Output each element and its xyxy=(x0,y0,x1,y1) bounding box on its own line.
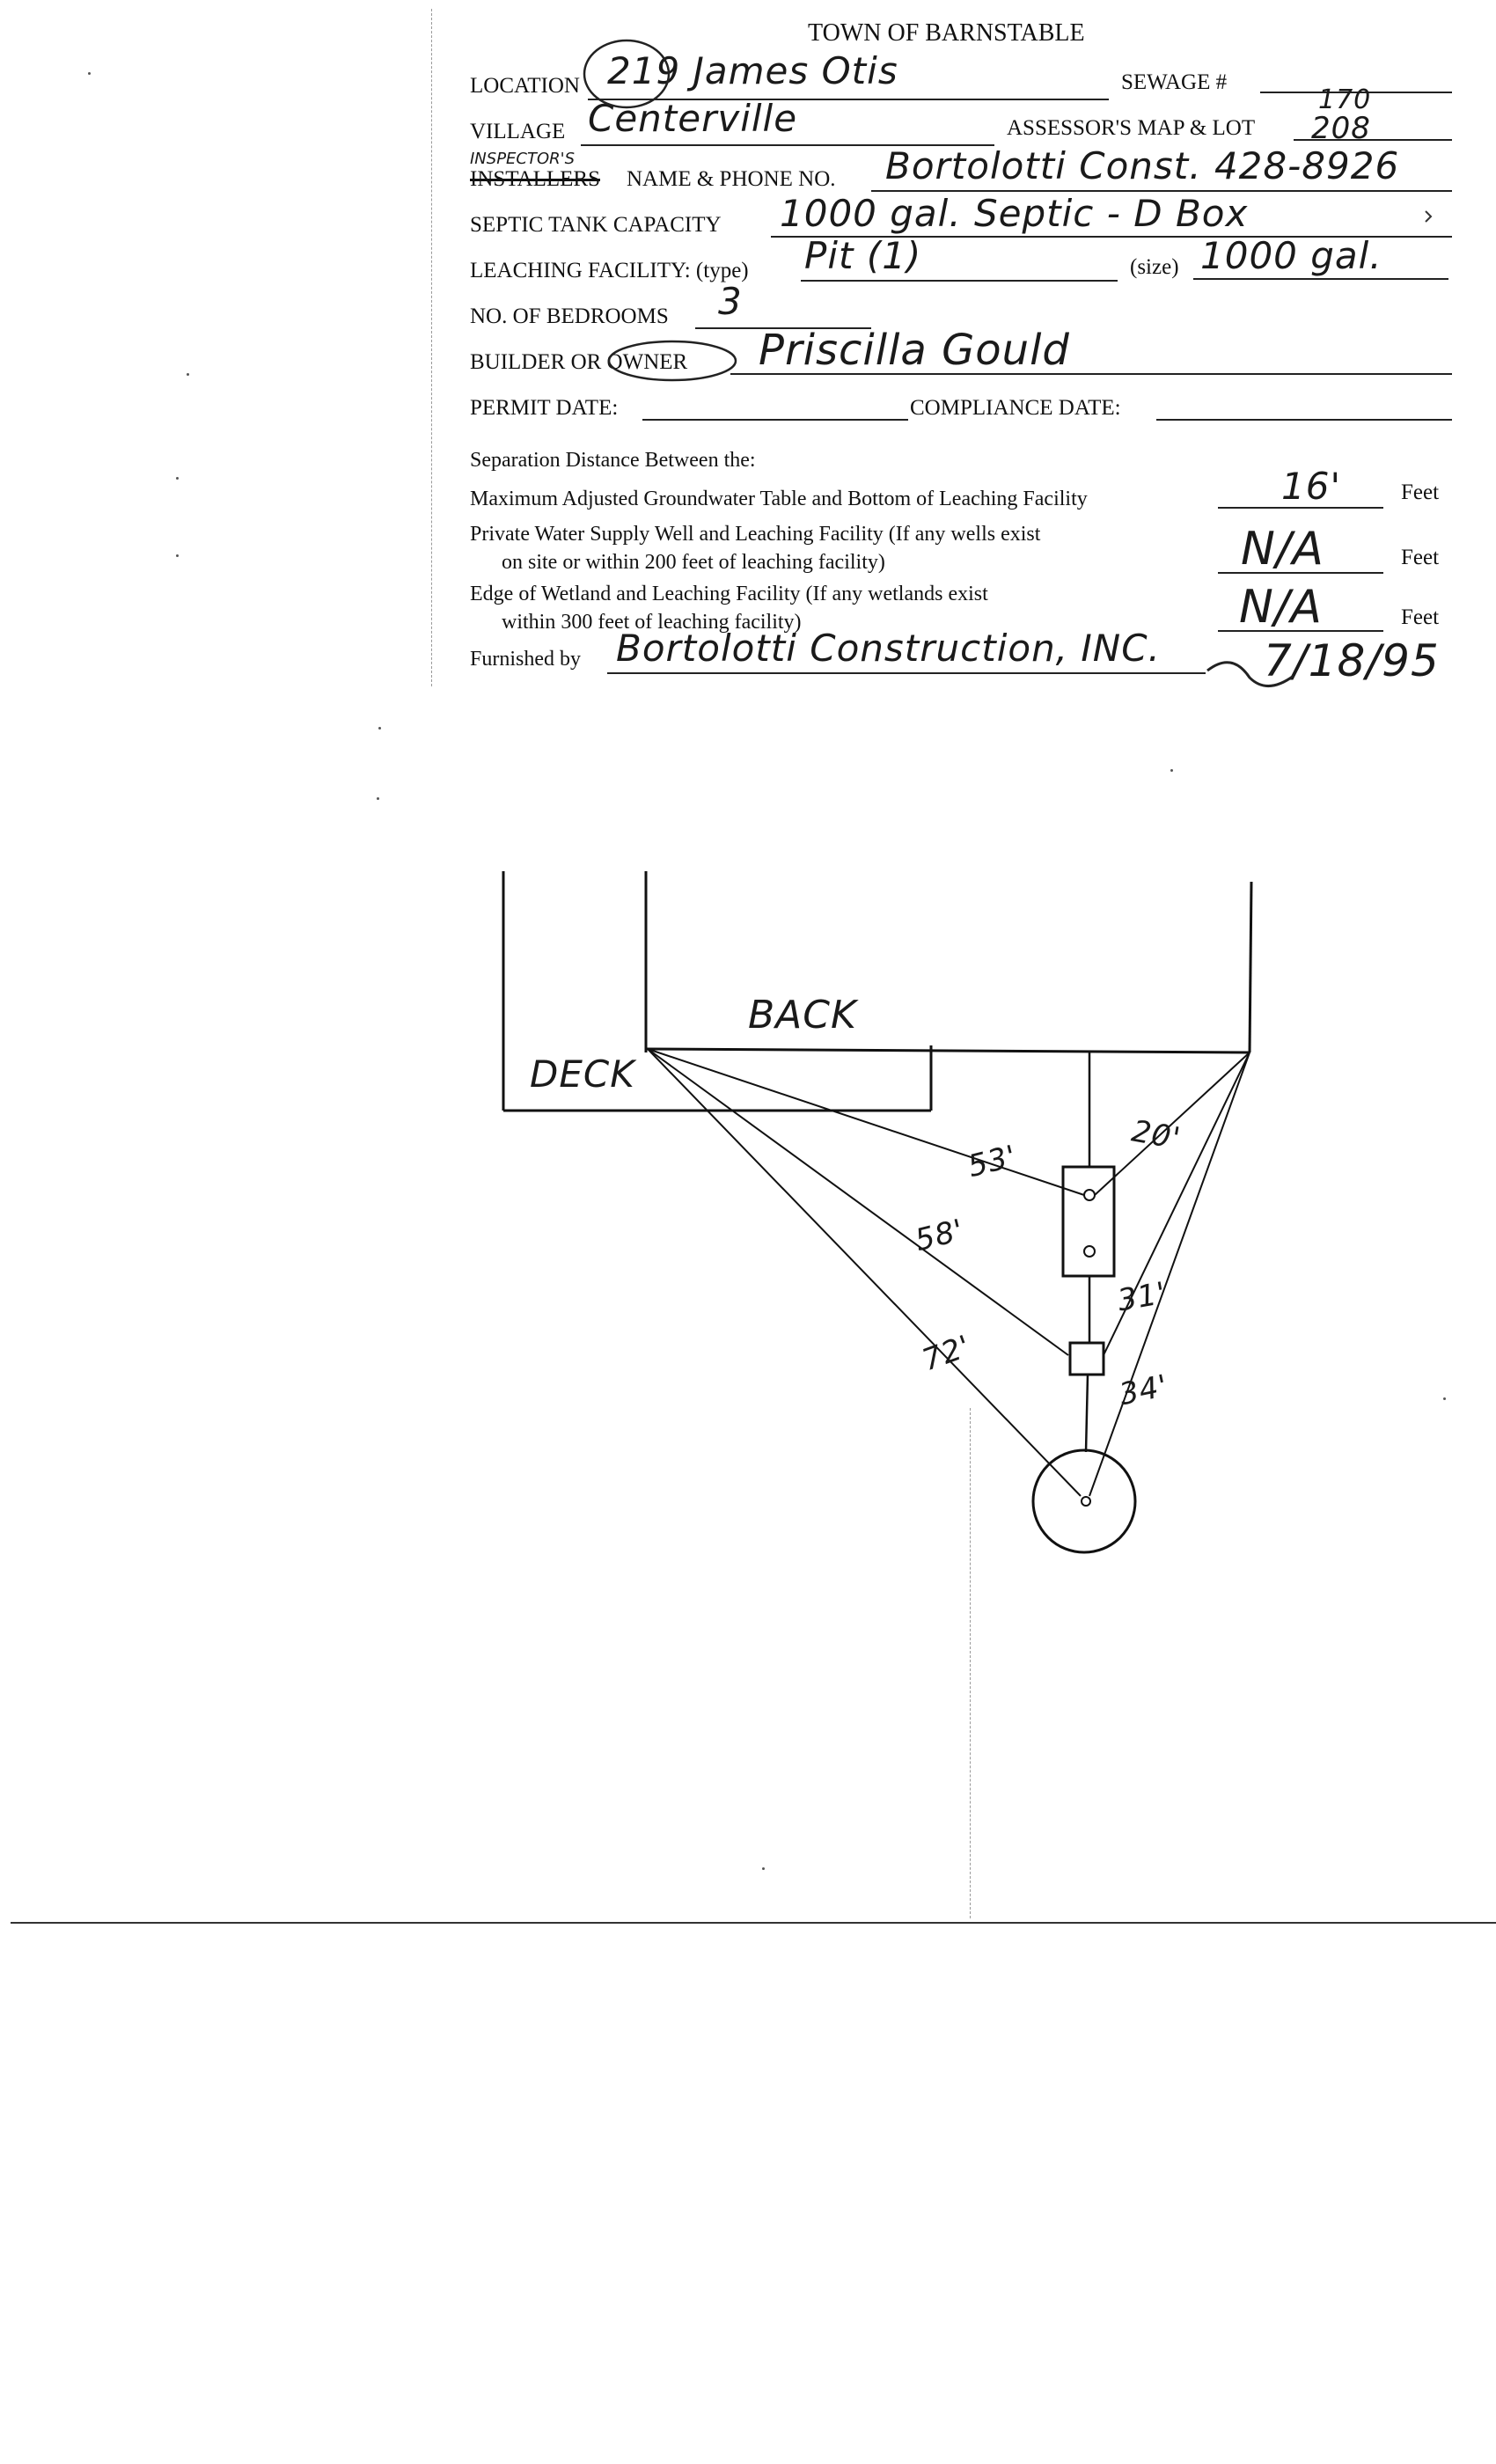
signature-date: 7/18/95 xyxy=(1264,635,1440,686)
distribution-box xyxy=(1070,1343,1104,1375)
scan-speck xyxy=(1443,1397,1446,1400)
tie-left-to-pit xyxy=(648,1049,1081,1496)
leaching-pit xyxy=(1033,1450,1135,1552)
sep-row-1-value: 16' xyxy=(1281,465,1341,508)
scan-speck xyxy=(762,1867,765,1870)
inspector-overwrite: INSPECTOR'S xyxy=(470,150,576,168)
size-value: 1000 gal. xyxy=(1200,234,1382,277)
dim-20: 20' xyxy=(1128,1113,1184,1157)
sep-row-2-text: Private Water Supply Well and Leaching Facility (If any wells exist xyxy=(470,523,1041,546)
sep-row-3-value: N/A xyxy=(1239,581,1323,634)
permit-label: PERMIT DATE: xyxy=(470,396,619,420)
sep-row-2-value: N/A xyxy=(1241,523,1324,576)
tie-left-to-dbox xyxy=(648,1049,1068,1355)
assessor-label: ASSESSOR'S MAP & LOT xyxy=(1007,116,1256,140)
location-value: 219 James Otis xyxy=(607,49,898,92)
furnished-value: Bortolotti Construction, INC. xyxy=(616,627,1161,670)
septic-tank-outlet xyxy=(1084,1246,1095,1257)
scan-speck xyxy=(187,373,189,376)
dim-53: 53' xyxy=(964,1138,1021,1185)
builder-label: BUILDER OR OWNER xyxy=(470,350,688,374)
assessor-lot: 208 xyxy=(1311,111,1371,146)
house-right-wall xyxy=(1250,882,1251,1052)
builder-value: Priscilla Gould xyxy=(759,326,1070,375)
location-label: LOCATION xyxy=(470,74,580,98)
village-label: VILLAGE xyxy=(470,120,566,143)
septic-tank-inlet xyxy=(1084,1190,1095,1200)
sep-row-1-unit: Feet xyxy=(1401,480,1440,504)
scan-speck xyxy=(176,477,179,480)
scan-fold-line-bottom xyxy=(970,1408,971,1918)
sep-row-3-unit: Feet xyxy=(1401,605,1440,629)
scan-speck xyxy=(377,797,379,800)
separation-heading: Separation Distance Between the: xyxy=(470,449,756,472)
leach-type: Pit (1) xyxy=(804,234,922,277)
sep-row-2-text-2: on site or within 200 feet of leaching facility) xyxy=(502,551,885,574)
installers-struck-label: INSTALLERS xyxy=(470,167,600,191)
dim-31: 31' xyxy=(1114,1275,1170,1319)
page-bottom-edge xyxy=(11,1922,1496,1924)
furnished-label: Furnished by xyxy=(470,648,581,671)
sketch-back-label: BACK xyxy=(748,993,857,1038)
scan-speck xyxy=(88,72,91,75)
sep-row-3-text: Edge of Wetland and Leaching Facility (If any wetlands exist xyxy=(470,583,988,605)
tank-label: SEPTIC TANK CAPACITY xyxy=(470,213,722,237)
sep-row-3-text-2: within 300 feet of leaching facility) xyxy=(502,611,802,634)
scan-fold-line-top xyxy=(431,9,432,686)
dim-72: 72' xyxy=(917,1328,976,1379)
tank-value: 1000 gal. Septic - D Box xyxy=(780,192,1249,235)
leach-label: LEACHING FACILITY: (type) xyxy=(470,259,749,282)
sep-row-1-text: Maximum Adjusted Groundwater Table and Bottom of Leaching Facility xyxy=(470,488,1088,510)
dim-58: 58' xyxy=(911,1212,968,1259)
dbox-to-pit xyxy=(1086,1375,1088,1452)
sewage-label: SEWAGE # xyxy=(1121,70,1228,94)
bedrooms-label: NO. OF BEDROOMS xyxy=(470,304,669,328)
bedrooms-value: 3 xyxy=(718,280,743,323)
sep-row-2-unit: Feet xyxy=(1401,546,1440,569)
size-label: (size) xyxy=(1130,255,1179,279)
sketch-deck-label: DECK xyxy=(530,1052,635,1096)
installer-label: NAME & PHONE NO. xyxy=(627,167,836,191)
house-back-wall xyxy=(646,1049,1250,1052)
leaching-pit-center xyxy=(1082,1497,1090,1506)
scan-speck xyxy=(1170,769,1173,772)
assessor-map: 170 xyxy=(1318,84,1372,115)
scan-speck xyxy=(378,727,381,730)
form-title: TOWN OF BARNSTABLE xyxy=(808,19,1085,47)
dim-34: 34' xyxy=(1116,1368,1172,1413)
compliance-label: COMPLIANCE DATE: xyxy=(910,396,1121,420)
village-value: Centerville xyxy=(588,97,798,140)
installer-value: Bortolotti Const. 428-8926 xyxy=(885,144,1400,187)
scan-speck xyxy=(176,554,179,557)
